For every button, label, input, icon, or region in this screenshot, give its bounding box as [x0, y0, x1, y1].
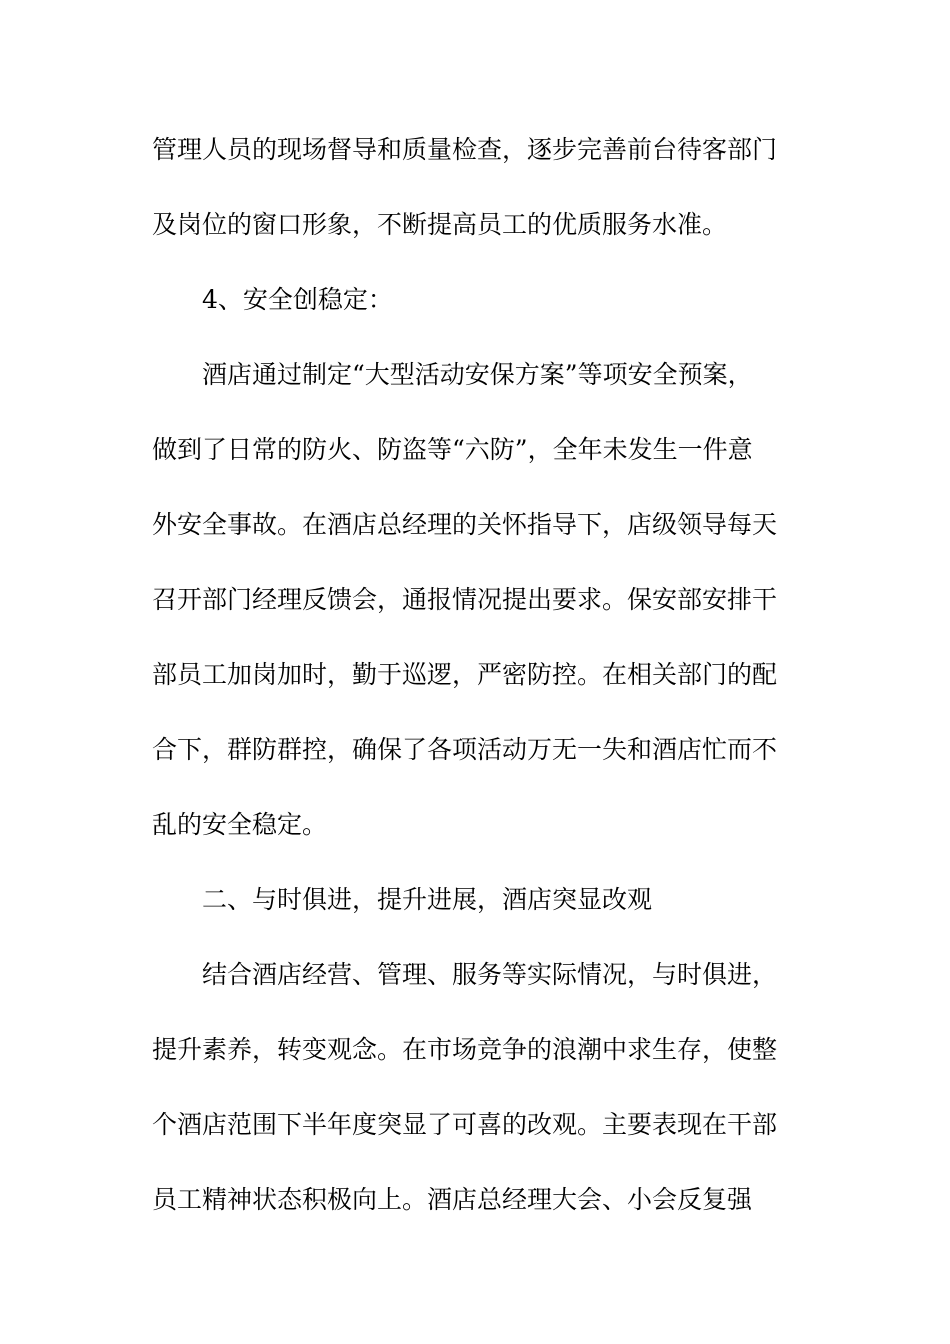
paragraph-line: 部员工加岗加时，勤于巡逻，严密防控。在相关部门的配	[152, 660, 778, 689]
paragraph-line: 酒店通过制定“大型活动安保方案”等项安全预案，	[202, 360, 753, 389]
paragraph-line: 做到了日常的防火、防盗等“六防”，全年未发生一件意	[152, 435, 753, 464]
paragraph-line: 结合酒店经营、管理、服务等实际情况，与时俱进，	[202, 960, 778, 989]
paragraph-line: 召开部门经理反馈会，通报情况提出要求。保安部安排干	[152, 585, 778, 614]
paragraph-line: 乱的安全稳定。	[152, 810, 328, 839]
paragraph-line: 合下，群防群控，确保了各项活动万无一失和酒店忙而不	[152, 735, 778, 764]
paragraph-line: 外安全事故。在酒店总经理的关怀指导下，店级领导每天	[152, 510, 778, 539]
paragraph-line: 员工精神状态积极向上。酒店总经理大会、小会反复强	[152, 1185, 753, 1214]
paragraph-line: 提升素养，转变观念。在市场竞争的浪潮中求生存，使整	[152, 1035, 778, 1064]
paragraph-line: 个酒店范围下半年度突显了可喜的改观。主要表现在干部	[152, 1110, 778, 1139]
section-heading: 4、安全创稳定：	[202, 285, 393, 314]
paragraph-line: 管理人员的现场督导和质量检查，逐步完善前台待客部门	[152, 135, 778, 164]
section-heading: 二、与时俱进，提升进展，酒店突显改观	[202, 885, 653, 914]
paragraph-line: 及岗位的窗口形象，不断提高员工的优质服务水准。	[152, 210, 728, 239]
